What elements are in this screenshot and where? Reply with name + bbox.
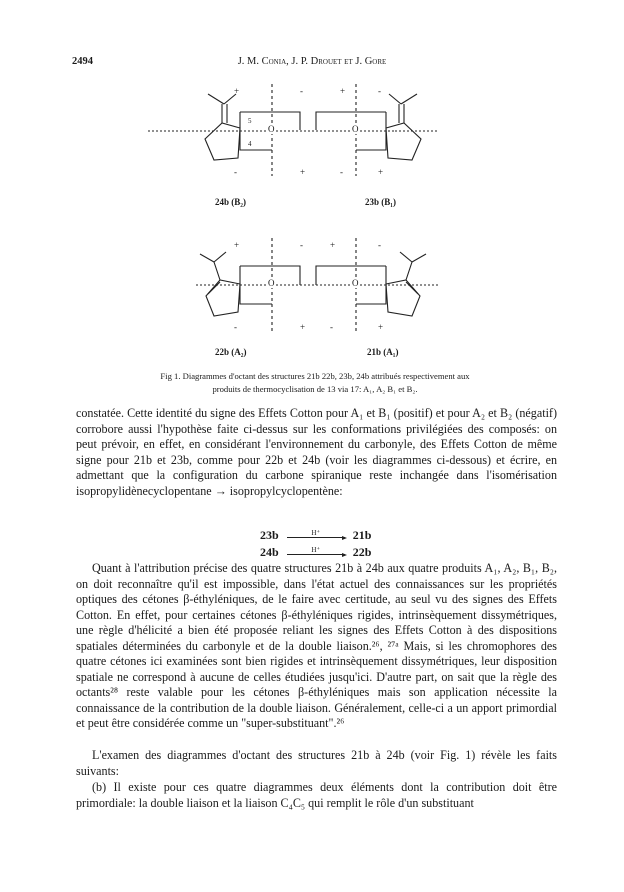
structure-label-24b: 24b (B₂) [215,197,246,207]
atom-number-5: 5 [248,117,252,125]
octant-sign: - [330,322,333,332]
octant-sign: - [234,322,237,332]
figure-caption-line-1: Fig 1. Diagrammes d'octant des structures 21b 22b, 23b, 24b attribués respectivement aux [160,371,470,381]
octant-sign: - [378,240,381,250]
octant-sign: + [234,86,240,96]
reaction-arrow [287,529,345,538]
reactant: 23b [260,528,279,542]
octant-sign: + [300,322,306,332]
figure-caption-line-2: produits de thermocyclisation de 13 via 17: A₁, A₂ B₁ et B₂. [212,384,418,394]
octant-sign: + [330,240,336,250]
reactant: 24b [260,545,279,559]
page-number: 2494 [72,56,93,67]
octant-sign: - [300,240,303,250]
structure-label-21b: 21b (A₁) [367,347,399,357]
reagent: H⁺ [311,546,321,554]
structure-label-23b: 23b (B₁) [365,197,396,207]
oxygen-atom-label: O [268,124,275,134]
reaction-24b-22b [260,545,371,560]
paragraph-text: Quant à l'attribution précise des quatre structures 21b à 24b aux quatre produits A₁, A₂, B₁, B₂, on doit reconnaître qu'il est impossible, dans l'état actuel des connaissances sur les propriétés optiques des cétones β-éthyléniques, de le faire avec certitude, au seul vu des signes des Effets Cotton. En effet, pour certaines cétones β-éthyléniques rigides, intrinsèquement dissymétriques, une règle d'hélicité a bien été proposée reliant les signes des Effets Cotton à des dispositions spatiales déterminées du carbonyle et de la double liaison.²⁶, ²⁷ᵃ Mais, si les chromophores des quatre cétones ici examinées sont bien rigides et intrinsèquement dissymétriques, leur disposition spatiale ne correspond à aucune de celles étudiées jusqu'ici. D'autre part, on sait que la règle des octants²⁸ reste valable pour les cétones β-éthyléniques mais son application nécessite la connaissance de la contribution de la double liaison. Généralement, celle-ci a un apport primordial et peut être considérée comme un "super-substituant".²⁶ [76,561,557,730]
oxygen-atom-label: O [352,278,359,288]
oxygen-atom-label: O [268,278,275,288]
diagram-23b [316,84,438,176]
running-authors: J. M. Conia, J. P. Drouet et J. Gore [237,56,387,67]
octant-sign: - [378,86,381,96]
reagent: H⁺ [311,529,321,537]
product: 22b [352,545,372,559]
oxygen-atom-label: O [352,124,359,134]
product: 21b [352,528,372,542]
paragraph-text: (b) Il existe pour ces quatre diagrammes deux éléments dont la contribution doit être primordiale: la double liaison et la liaison C₄C₅ qui remplit le rôle d'un substituant [76,780,557,810]
paragraph-1 [76,406,557,499]
octant-sign: - [234,167,237,177]
octant-sign: + [340,86,346,96]
octant-sign: + [234,240,240,250]
octant-sign: + [378,167,384,177]
paragraph-2 [76,561,557,732]
paragraph-text: L'examen des diagrammes d'octant des structures 21b à 24b (voir Fig. 1) révèle les faits suivants: [76,748,557,778]
atom-number-4: 4 [248,140,252,148]
octant-sign: + [300,167,306,177]
reaction-23b-21b [260,528,371,543]
octant-sign: - [300,86,303,96]
diagram-22b [196,238,440,332]
structure-label-22b: 22b (A₂) [215,347,247,357]
paragraph-text: constatée. Cette identité du signe des Effets Cotton pour A₁ et B₁ (positif) et pour A₂ et B₂ (négatif) corrobore aussi l'hypothèse faite ci-dessus sur les conformations privilégiées des composés: on peut prévoir, en effet, en considérant l'environnement du carbonyle, des Effets Cotton de même signe pour 21b et 23b, comme pour 22b et 24b (voir les diagrammes ci-dessous) et écrire, en admettant que la configuration du carbone spiranique reste inchangée dans l'isomérisation isopropylidènecyclopentane → isopropylcyclopentène: [76,406,557,498]
octant-sign: - [340,167,343,177]
reaction-arrow [287,546,345,555]
paragraph-4 [76,780,557,811]
paragraph-3 [76,748,557,779]
octant-sign: + [378,322,384,332]
